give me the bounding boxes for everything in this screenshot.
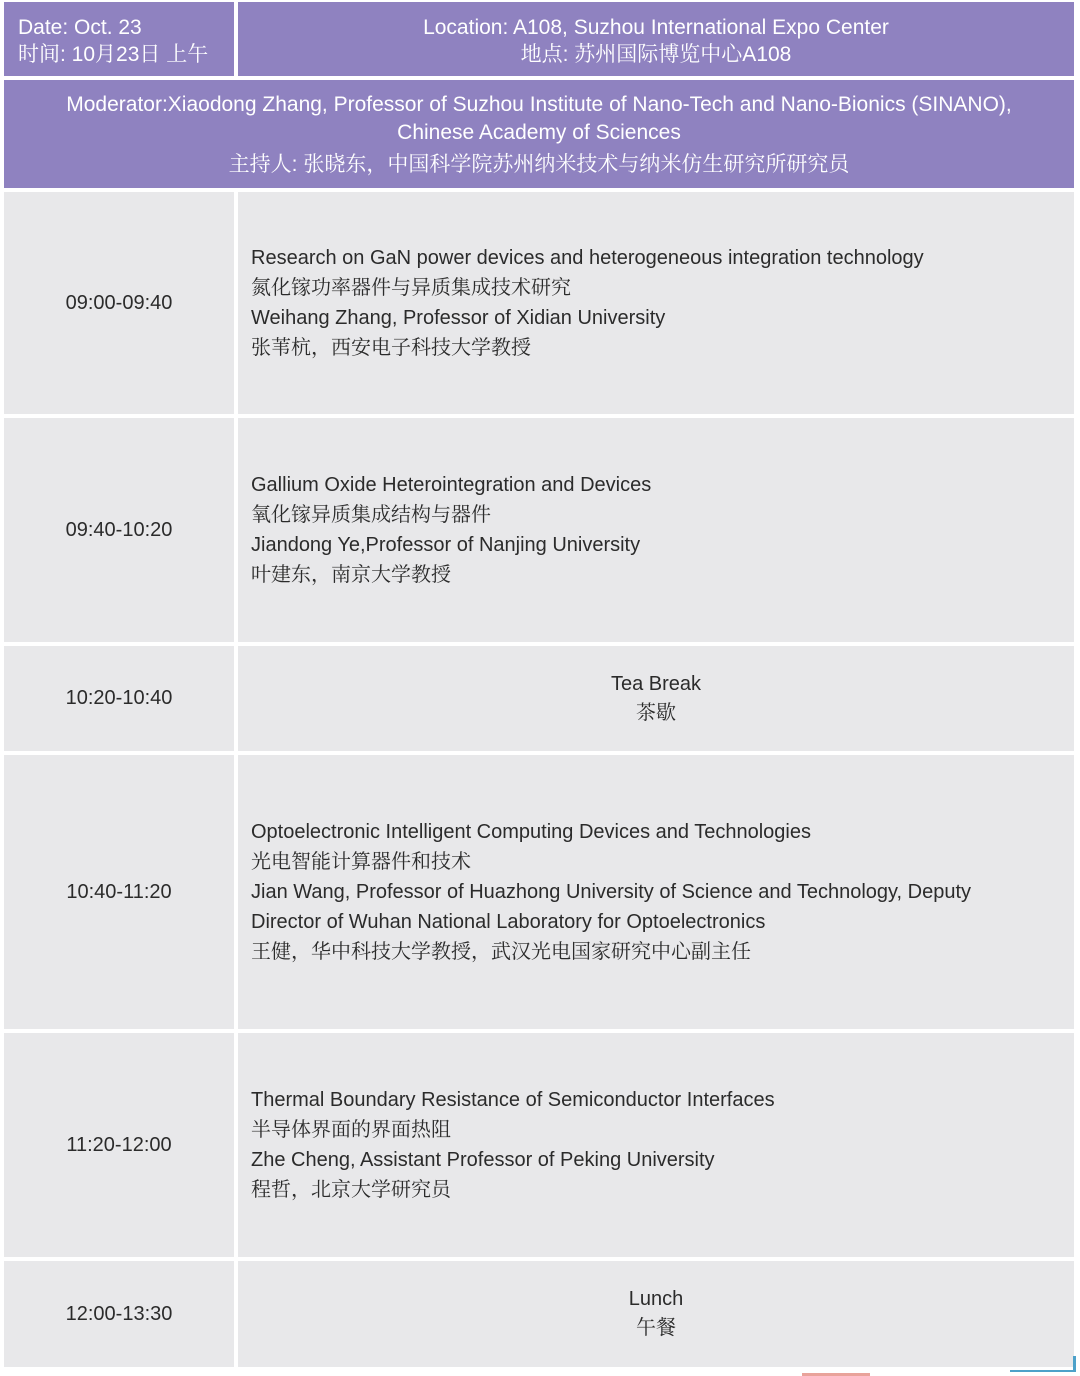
speaker-en: Jiandong Ye,Professor of Nanjing University: [251, 534, 641, 556]
session-content: [238, 755, 1074, 1029]
decorative-corner-bracket: [1010, 1356, 1076, 1372]
moderator-en-line1: Moderator:Xiaodong Zhang, Professor of Suzhou Institute of Nano-Tech and Nano-Bionics (SINANO),: [66, 93, 1012, 116]
talk-title-en: Gallium Oxide Heterointegration and Devices: [251, 474, 652, 496]
schedule-table: [4, 2, 1074, 1371]
session-time: 10:40-11:20: [4, 755, 234, 1029]
talk-title-en: Optoelectronic Intelligent Computing Devices and Technologies: [251, 821, 811, 843]
talk-title-cn: 氮化镓功率器件与异质集成技术研究: [251, 277, 571, 299]
speaker-en: Jian Wang, Professor of Huazhong University of Science and Technology, Deputy: [251, 881, 972, 903]
talk-title-cn: 半导体界面的界面热阻: [251, 1119, 451, 1141]
location-en: Location: A108, Suzhou International Expo Center: [423, 16, 889, 39]
session-time: 09:00-09:40: [4, 192, 234, 414]
header-row: [4, 2, 1074, 76]
location-cn: 地点: 苏州国际博览中心A108: [520, 43, 792, 66]
session-content: [238, 1261, 1074, 1367]
session-time: 12:00-13:30: [4, 1261, 234, 1367]
date-cell: [4, 2, 234, 76]
session-row: [4, 192, 1074, 414]
session-content: [238, 646, 1074, 751]
speaker-cn: 程哲，北京大学研究员: [251, 1179, 451, 1201]
speaker-cn: 王健，华中科技大学教授，武汉光电国家研究中心副主任: [251, 941, 751, 963]
speaker-cn: 张苇杭，西安电子科技大学教授: [251, 337, 531, 359]
location-cell: [238, 2, 1074, 76]
session-content: [238, 1033, 1074, 1257]
talk-title-en: Research on GaN power devices and heterogeneous integration technology: [251, 247, 924, 269]
session-row: [4, 755, 1074, 1029]
moderator-cn: 主持人: 张晓东，中国科学院苏州纳米技术与纳米仿生研究所研究员: [228, 153, 850, 176]
break-label-en: Tea Break: [610, 672, 702, 695]
talk-title-en: Thermal Boundary Resistance of Semiconductor Interfaces: [251, 1089, 775, 1111]
break-label-cn: 茶歇: [636, 701, 676, 724]
speaker-cn: 叶建东，南京大学教授: [251, 564, 451, 586]
session-row-break: [4, 646, 1074, 751]
speaker-en: Weihang Zhang, Professor of Xidian University: [251, 307, 666, 329]
break-label-en: Lunch: [628, 1288, 684, 1310]
break-label-cn: 午餐: [636, 1317, 676, 1339]
speaker-en: Zhe Cheng, Assistant Professor of Peking University: [251, 1149, 715, 1171]
session-row-break: [4, 1261, 1074, 1367]
moderator-en-line2: Chinese Academy of Sciences: [397, 121, 681, 144]
session-content: [238, 418, 1074, 642]
date-en: Date: Oct. 23: [18, 16, 142, 39]
session-time: 10:20-10:40: [4, 646, 234, 751]
session-row: [4, 1033, 1074, 1257]
session-content: [238, 192, 1074, 414]
session-row: [4, 418, 1074, 642]
session-time: 11:20-12:00: [4, 1033, 234, 1257]
speaker-en-cont: Director of Wuhan National Laboratory for Optoelectronics: [251, 911, 766, 933]
date-cn: 时间: 10月23日 上午: [18, 43, 209, 66]
session-time: 09:40-10:20: [4, 418, 234, 642]
talk-title-cn: 光电智能计算器件和技术: [251, 851, 471, 873]
talk-title-cn: 氧化镓异质集成结构与器件: [251, 504, 491, 526]
moderator-banner: [4, 80, 1074, 188]
